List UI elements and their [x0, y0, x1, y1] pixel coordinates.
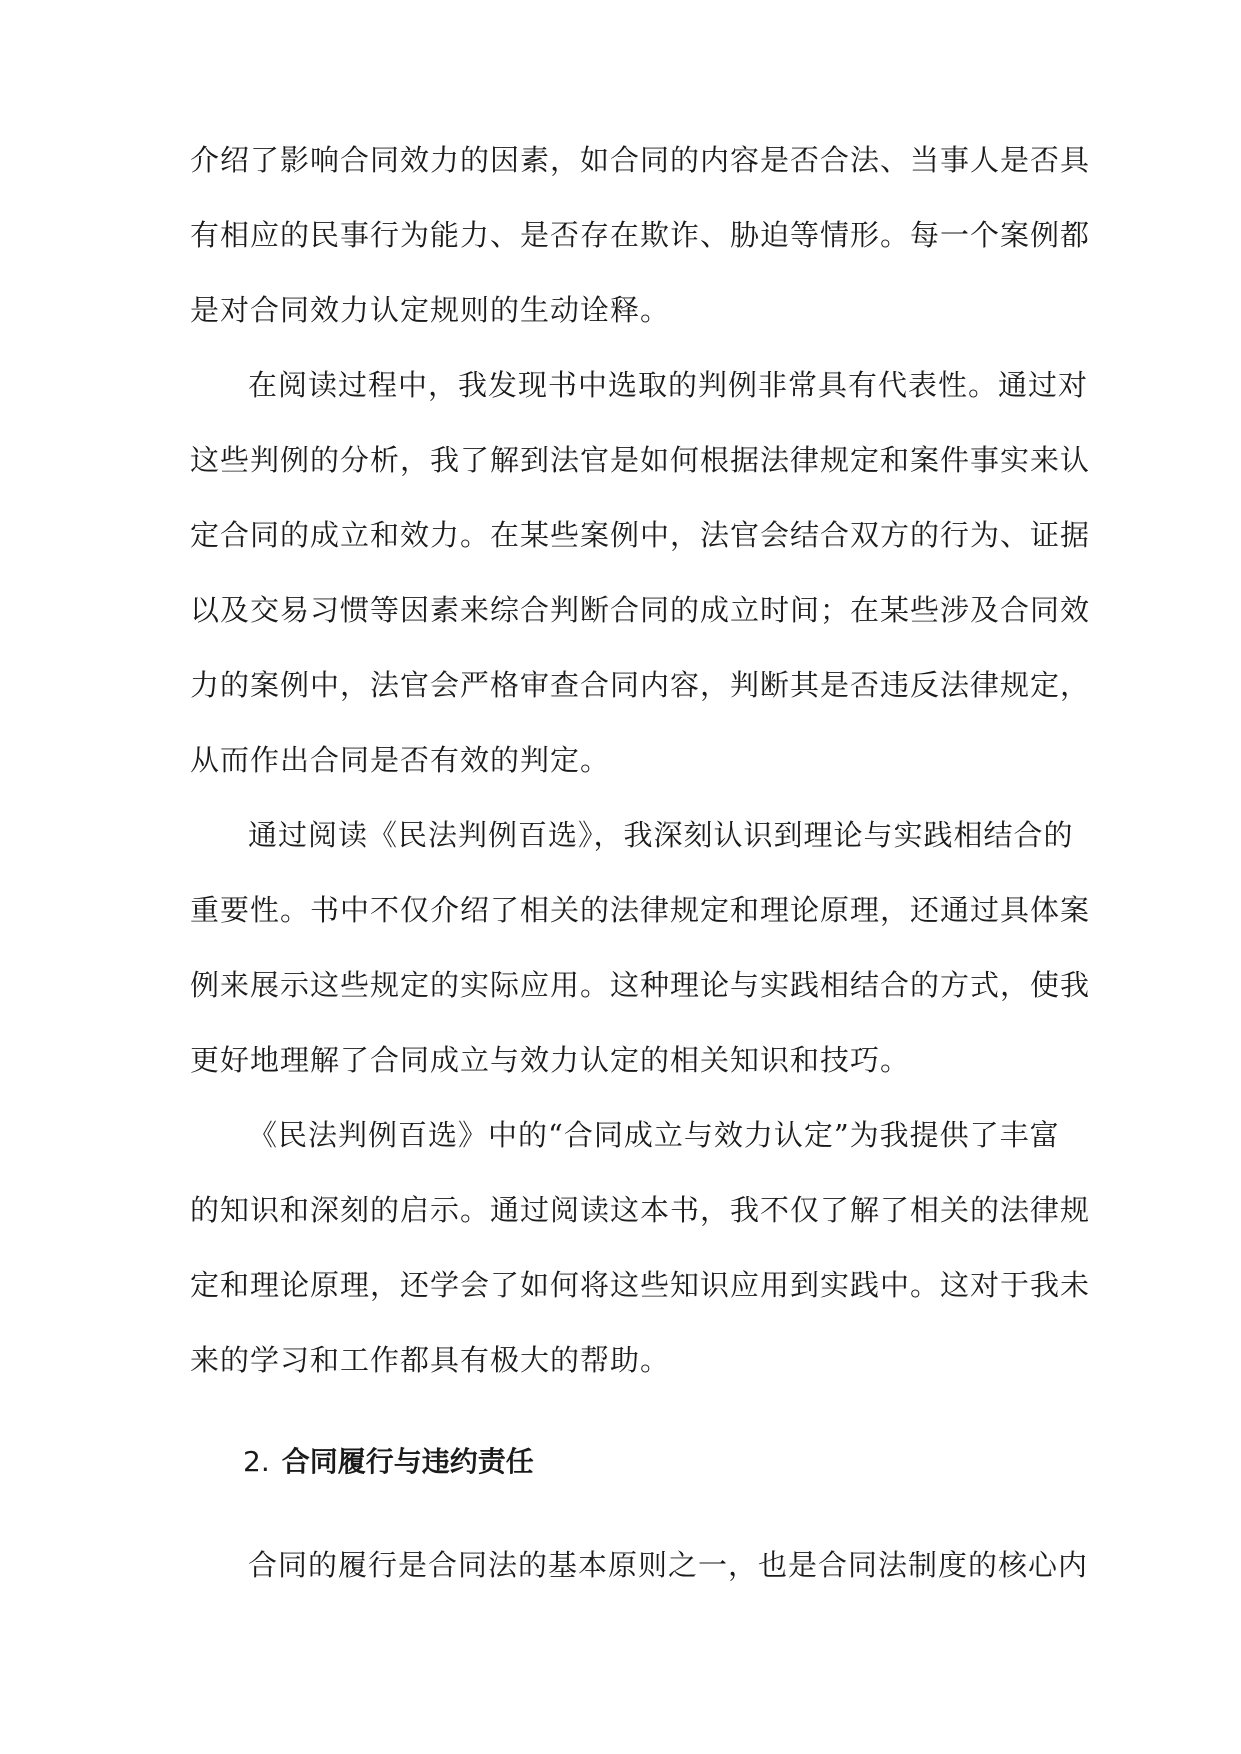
text-line: 有相应的民事行为能力、是否存在欺诈、胁迫等情形。每一个案例都 [190, 218, 1091, 252]
text-line: 的知识和深刻的启示。通过阅读这本书，我不仅了解了相关的法律规 [190, 1193, 1091, 1227]
text-line: 以及交易习惯等因素来综合判断合同的成立时间；在某些涉及合同效 [190, 593, 1091, 627]
text-line: 力的案例中，法官会严格审查合同内容，判断其是否违反法律规定， [190, 668, 1091, 702]
text-line: 更好地理解了合同成立与效力认定的相关知识和技巧。 [190, 1043, 911, 1077]
text-line: 定合同的成立和效力。在某些案例中，法官会结合双方的行为、证据 [190, 518, 1091, 552]
text-line: 介绍了影响合同效力的因素，如合同的内容是否合法、当事人是否具 [190, 143, 1091, 177]
text-line: 是对合同效力认定规则的生动诠释。 [190, 293, 671, 327]
section-heading [243, 1442, 534, 1482]
section-title: 合同履行与违约责任 [281, 1445, 534, 1478]
section-number: 2. [243, 1445, 270, 1478]
text-line: 定和理论原理，还学会了如何将这些知识应用到实践中。这对于我未 [190, 1268, 1091, 1302]
text-line: 从而作出合同是否有效的判定。 [190, 743, 611, 777]
text-line: 通过阅读《民法判例百选》，我深刻认识到理论与实践相结合的 [248, 818, 1074, 852]
text-line: 这些判例的分析，我了解到法官是如何根据法律规定和案件事实来认 [190, 443, 1091, 477]
text-line: 在阅读过程中，我发现书中选取的判例非常具有代表性。通过对 [248, 368, 1089, 402]
text-line: 来的学习和工作都具有极大的帮助。 [190, 1343, 671, 1377]
text-line: 例来展示这些规定的实际应用。这种理论与实践相结合的方式，使我 [190, 968, 1091, 1002]
text-line: 合同的履行是合同法的基本原则之一，也是合同法制度的核心内 [248, 1548, 1089, 1582]
text-line: 《民法判例百选》中的“合同成立与效力认定”为我提供了丰富 [248, 1118, 1060, 1152]
text-line: 重要性。书中不仅介绍了相关的法律规定和理论原理，还通过具体案 [190, 893, 1091, 927]
